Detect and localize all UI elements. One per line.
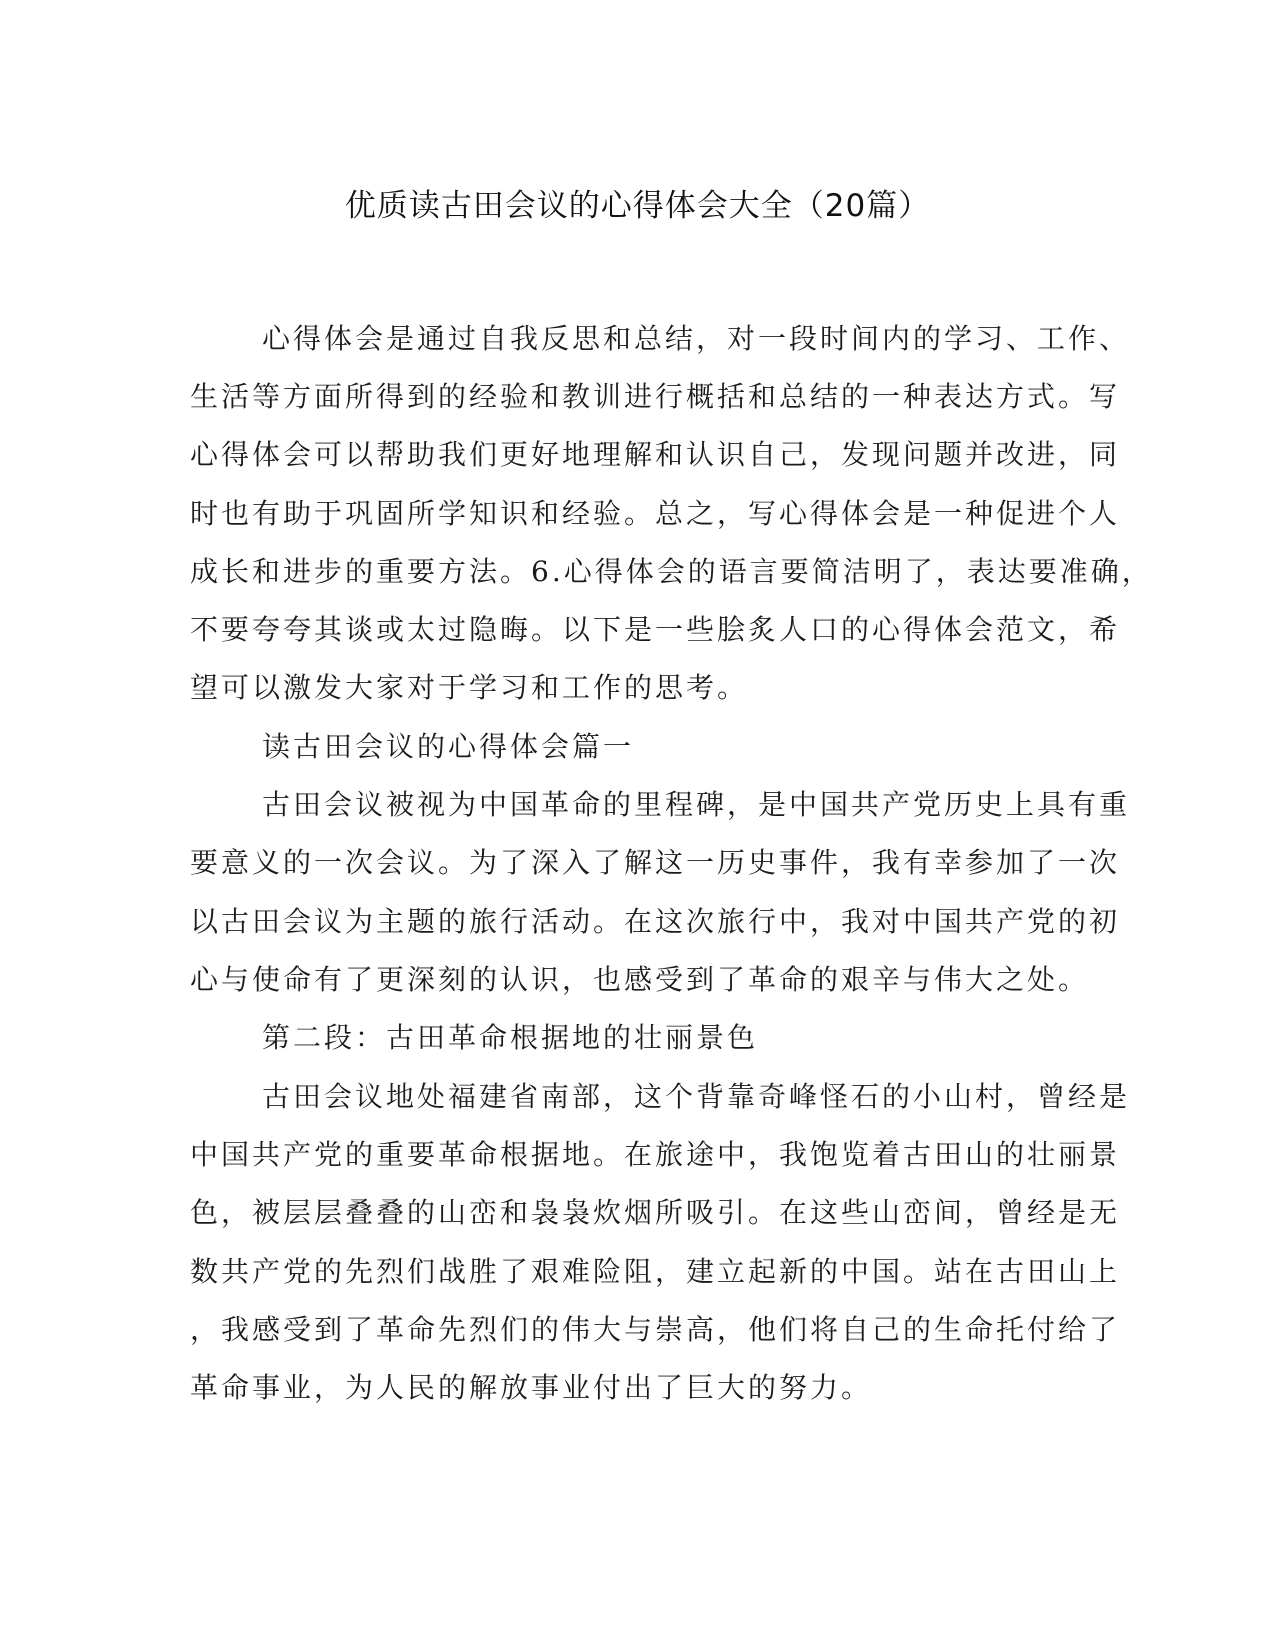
section-heading: 第二段：古田革命根据地的壮丽景色 <box>262 1021 759 1054</box>
paragraph-line: 色，被层层叠叠的山峦和袅袅炊烟所吸引。在这些山峦间，曾经是无 <box>190 1196 1121 1229</box>
paragraph-line: 中国共产党的重要革命根据地。在旅途中，我饱览着古田山的壮丽景 <box>190 1138 1121 1171</box>
paragraph-line: 望可以激发大家对于学习和工作的思考。 <box>190 671 749 704</box>
paragraph-line: ，我感受到了革命先烈们的伟大与崇高，他们将自己的生命托付给了 <box>190 1313 1121 1346</box>
paragraph-line: 心与使命有了更深刻的认识，也感受到了革命的艰辛与伟大之处。 <box>190 963 1090 996</box>
paragraph-line: 成长和进步的重要方法。6.心得体会的语言要简洁明了，表达要准确， <box>190 555 1153 588</box>
paragraph-line: 时也有助于巩固所学知识和经验。总之，写心得体会是一种促进个人 <box>190 497 1121 530</box>
paragraph-line: 古田会议地处福建省南部，这个背靠奇峰怪石的小山村，曾经是 <box>262 1080 1131 1113</box>
paragraph-line: 要意义的一次会议。为了深入了解这一历史事件，我有幸参加了一次 <box>190 846 1121 879</box>
paragraph-line: 数共产党的先烈们战胜了艰难险阻，建立起新的中国。站在古田山上 <box>190 1255 1121 1288</box>
paragraph-line: 心得体会是通过自我反思和总结，对一段时间内的学习、工作、 <box>262 322 1131 355</box>
paragraph-line: 不要夸夸其谈或太过隐晦。以下是一些脍炙人口的心得体会范文，希 <box>190 613 1121 646</box>
paragraph-line: 古田会议被视为中国革命的里程碑，是中国共产党历史上具有重 <box>262 788 1131 821</box>
paragraph-line: 革命事业，为人民的解放事业付出了巨大的努力。 <box>190 1371 873 1404</box>
paragraph-line: 心得体会可以帮助我们更好地理解和认识自己，发现问题并改进，同 <box>190 438 1121 471</box>
section-heading: 读古田会议的心得体会篇一 <box>262 730 635 763</box>
document-title: 优质读古田会议的心得体会大全（20篇） <box>344 188 931 224</box>
paragraph-line: 生活等方面所得到的经验和教训进行概括和总结的一种表达方式。写 <box>190 380 1121 413</box>
paragraph-line: 以古田会议为主题的旅行活动。在这次旅行中，我对中国共产党的初 <box>190 905 1121 938</box>
